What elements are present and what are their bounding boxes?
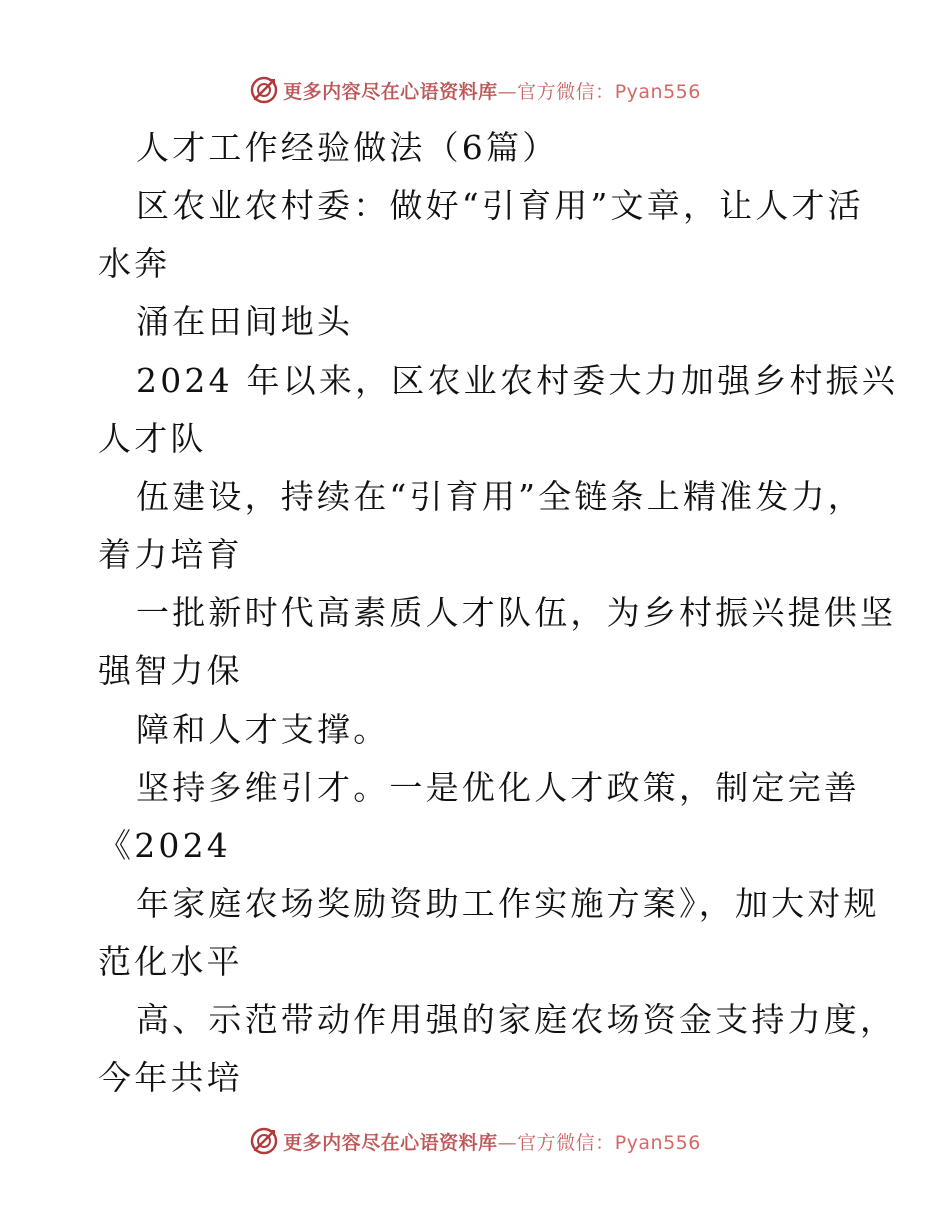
paragraph-line: 范化水平 xyxy=(98,942,243,981)
watermark-wechat-id: Pyan556 xyxy=(614,1131,701,1154)
paragraph-line: 着力培育 xyxy=(98,535,243,574)
paragraph-line: 强智力保 xyxy=(98,651,243,690)
section-heading-line: 水奔 xyxy=(98,244,171,283)
watermark-text xyxy=(283,1128,701,1155)
watermark-text xyxy=(283,77,701,104)
watermark-banner-bottom xyxy=(0,1121,950,1161)
watermark-separator: — xyxy=(497,1131,518,1154)
paragraph-line: 障和人才支撑。 xyxy=(136,710,390,749)
watermark-wechat-label: 官方微信： xyxy=(517,1131,615,1154)
paragraph-line: 2024 年以来，区农业农村委大力加强乡村振兴 xyxy=(136,361,899,400)
paragraph-line: 伍建设，持续在“引育用”全链条上精准发力， xyxy=(136,477,864,516)
paragraph-line: 《2024 xyxy=(98,826,231,865)
watermark-main: 更多内容尽在心语资料库 xyxy=(283,1131,498,1154)
section-heading-line: 区农业农村委：做好“引育用”文章，让人才活 xyxy=(136,186,864,225)
watermark-separator: — xyxy=(497,80,518,103)
section-heading-line: 涌在田间地头 xyxy=(136,302,354,341)
paragraph-line: 人才队 xyxy=(98,419,207,458)
paragraph-line: 坚持多维引才。一是优化人才政策，制定完善 xyxy=(136,768,860,807)
paragraph-line: 年家庭农场奖励资助工作实施方案》，加大对规 xyxy=(136,884,880,923)
watermark-banner-top xyxy=(0,70,950,110)
paragraph-line: 今年共培 xyxy=(98,1058,243,1097)
paragraph-line: 高、示范带动作用强的家庭农场资金支持力度， xyxy=(136,1000,897,1039)
watermark-main: 更多内容尽在心语资料库 xyxy=(283,80,498,103)
document-title: 人才工作经验做法（6篇） xyxy=(136,128,559,167)
watermark-logo-icon xyxy=(249,1126,279,1156)
paragraph-line: 一批新时代高素质人才队伍，为乡村振兴提供坚 xyxy=(136,593,897,632)
watermark-wechat-label: 官方微信： xyxy=(517,80,615,103)
watermark-wechat-id: Pyan556 xyxy=(614,80,701,103)
watermark-logo-icon xyxy=(249,75,279,105)
